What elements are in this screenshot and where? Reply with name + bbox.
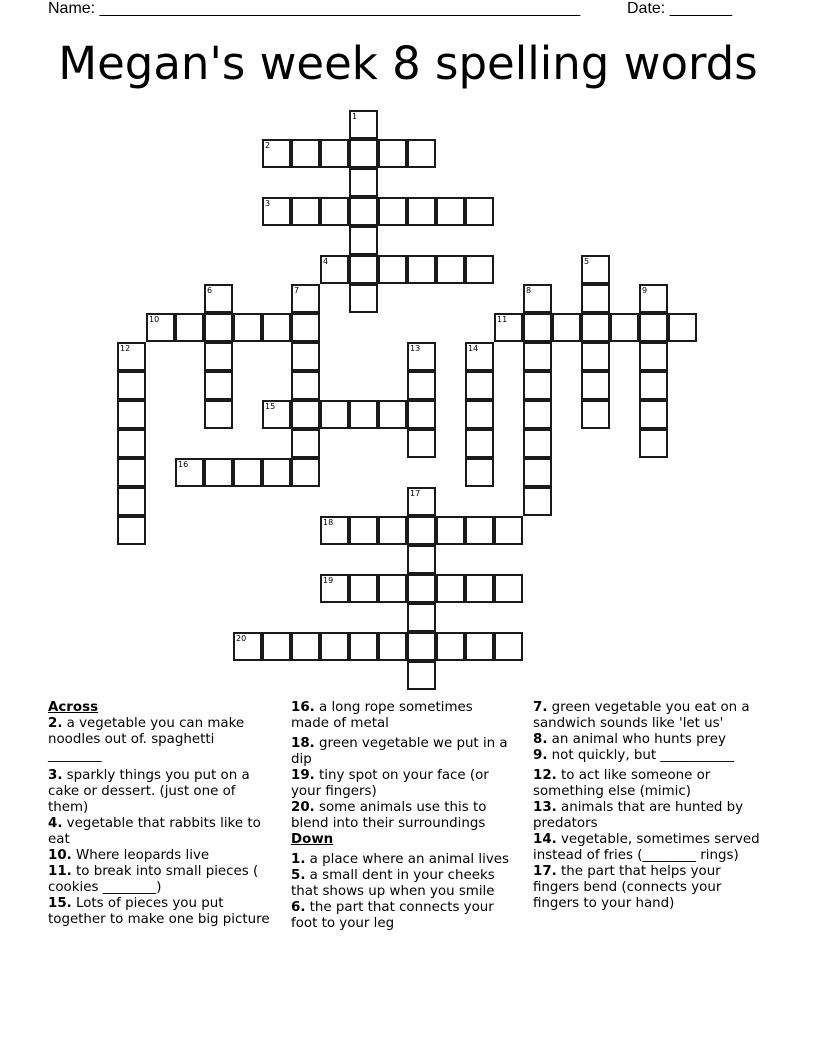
- clues-column-2: [291, 700, 513, 932]
- grid-cell[interactable]: [378, 400, 407, 429]
- grid-cell[interactable]: [320, 574, 349, 603]
- grid-cell[interactable]: [378, 139, 407, 168]
- clue-across-4: 4. vegetable that rabbits like to eat: [48, 816, 261, 847]
- grid-cell[interactable]: [291, 197, 320, 226]
- grid-cell[interactable]: [523, 487, 552, 516]
- grid-cell[interactable]: [233, 458, 262, 487]
- clue-down-9: 9. not quickly, but ___________: [533, 748, 734, 763]
- grid-cell[interactable]: [175, 458, 204, 487]
- grid-cell[interactable]: [494, 313, 523, 342]
- clue-number: 14: [468, 344, 479, 353]
- grid-cell[interactable]: [146, 313, 175, 342]
- grid-cell[interactable]: [523, 342, 552, 371]
- grid-cell[interactable]: [291, 632, 320, 661]
- clue-number: 1: [352, 112, 358, 121]
- clue-number: 7: [294, 286, 300, 295]
- grid-cell[interactable]: [291, 313, 320, 342]
- clue-down-8: 8. an animal who hunts prey: [533, 732, 726, 747]
- clue-number: 4: [323, 257, 329, 266]
- grid-cell[interactable]: [349, 110, 378, 139]
- clue-number: 3: [265, 199, 271, 208]
- grid-cell[interactable]: [378, 632, 407, 661]
- grid-cell[interactable]: [523, 371, 552, 400]
- grid-cell[interactable]: [523, 284, 552, 313]
- grid-cell[interactable]: [349, 197, 378, 226]
- clue-down-17: 17. the part that helps your fingers bend (connects your fingers to your hand): [533, 864, 722, 911]
- grid-cell[interactable]: [233, 313, 262, 342]
- grid-cell[interactable]: [262, 313, 291, 342]
- grid-cell[interactable]: [233, 632, 262, 661]
- grid-cell[interactable]: [349, 400, 378, 429]
- grid-cell[interactable]: [639, 429, 668, 458]
- grid-cell[interactable]: [407, 139, 436, 168]
- name-field[interactable]: Name: ______________________________________________________: [48, 0, 581, 17]
- clue-down-1: 1. a place where an animal lives: [291, 852, 509, 867]
- grid-cell[interactable]: [262, 139, 291, 168]
- grid-cell[interactable]: [378, 197, 407, 226]
- grid-cell[interactable]: [262, 400, 291, 429]
- clue-across-10: 10. Where leopards live: [48, 848, 210, 863]
- grid-cell[interactable]: [349, 226, 378, 255]
- grid-cell[interactable]: [378, 255, 407, 284]
- grid-cell[interactable]: [204, 284, 233, 313]
- grid-cell[interactable]: [436, 516, 465, 545]
- grid-cell[interactable]: [349, 516, 378, 545]
- clue-number: 15: [265, 402, 276, 411]
- grid-cell[interactable]: [320, 139, 349, 168]
- clue-number: 5: [584, 257, 590, 266]
- clue-down-6: 6. the part that connects your foot to your leg: [291, 900, 494, 931]
- grid-cell[interactable]: [407, 487, 436, 516]
- grid-cell[interactable]: [262, 458, 291, 487]
- grid-cell[interactable]: [320, 255, 349, 284]
- grid-cell[interactable]: [581, 400, 610, 429]
- clue-across-3: 3. sparkly things you put on a cake or dessert. (just one of them): [48, 768, 250, 815]
- grid-cell[interactable]: [465, 574, 494, 603]
- grid-cell[interactable]: [320, 197, 349, 226]
- grid-cell[interactable]: [291, 429, 320, 458]
- grid-cell[interactable]: [581, 284, 610, 313]
- grid-cell[interactable]: [407, 342, 436, 371]
- page-title: Megan's week 8 spelling words: [58, 37, 758, 90]
- grid-cell[interactable]: [523, 313, 552, 342]
- grid-cell[interactable]: [378, 516, 407, 545]
- down-heading: Down: [291, 832, 334, 847]
- clue-number: 18: [323, 518, 334, 527]
- clue-across-15: 15. Lots of pieces you put together to make one big picture: [48, 896, 270, 927]
- grid-cell[interactable]: [639, 313, 668, 342]
- grid-cell[interactable]: [465, 197, 494, 226]
- clue-across-19: 19. tiny spot on your face (or your fingers): [291, 768, 489, 799]
- grid-cell[interactable]: [117, 400, 146, 429]
- clue-number: 13: [410, 344, 421, 353]
- clues-column-3: [533, 700, 767, 912]
- clue-number: 19: [323, 576, 334, 585]
- grid-cell[interactable]: [291, 342, 320, 371]
- grid-cell[interactable]: [407, 632, 436, 661]
- grid-cell[interactable]: [262, 197, 291, 226]
- grid-cell[interactable]: [436, 197, 465, 226]
- grid-cell[interactable]: [465, 429, 494, 458]
- grid-cell[interactable]: [639, 284, 668, 313]
- clue-across-20: 20. some animals use this to blend into their surroundings: [291, 800, 487, 831]
- grid-cell[interactable]: [523, 429, 552, 458]
- clue-down-12: 12. to act like someone or something else (mimic): [533, 768, 711, 799]
- grid-cell[interactable]: [407, 603, 436, 632]
- grid-cell[interactable]: [204, 313, 233, 342]
- grid-cell[interactable]: [436, 574, 465, 603]
- grid-cell[interactable]: [407, 516, 436, 545]
- clue-across-18: 18. green vegetable we put in a dip: [291, 736, 508, 767]
- grid-cell[interactable]: [465, 632, 494, 661]
- grid-cell[interactable]: [494, 516, 523, 545]
- clue-number: 8: [526, 286, 532, 295]
- grid-cell[interactable]: [378, 574, 407, 603]
- grid-cell[interactable]: [291, 400, 320, 429]
- grid-cell[interactable]: [581, 313, 610, 342]
- clue-number: 9: [642, 286, 648, 295]
- grid-cell[interactable]: [407, 661, 436, 690]
- grid-cell[interactable]: [465, 458, 494, 487]
- grid-cell[interactable]: [465, 400, 494, 429]
- clue-across-16: 16. a long rope sometimes made of metal: [291, 700, 473, 731]
- clue-number: 11: [497, 315, 508, 324]
- grid-cell[interactable]: [639, 400, 668, 429]
- grid-cell[interactable]: [552, 313, 581, 342]
- grid-cell[interactable]: [117, 487, 146, 516]
- grid-cell[interactable]: [262, 632, 291, 661]
- grid-cell[interactable]: [407, 371, 436, 400]
- clue-number: 20: [236, 634, 247, 643]
- grid-cell[interactable]: [204, 371, 233, 400]
- grid-cell[interactable]: [349, 284, 378, 313]
- grid-cell[interactable]: [581, 371, 610, 400]
- grid-cell[interactable]: [349, 574, 378, 603]
- grid-cell[interactable]: [668, 313, 697, 342]
- grid-cell[interactable]: [581, 342, 610, 371]
- grid-cell[interactable]: [436, 632, 465, 661]
- clue-across-11: 11. to break into small pieces ( cookies ________): [48, 864, 259, 895]
- date-field[interactable]: Date: _______: [627, 0, 732, 17]
- clues-column-1: [48, 700, 270, 928]
- clue-number: 6: [207, 286, 213, 295]
- clue-number: 16: [178, 460, 189, 469]
- grid-cell[interactable]: [204, 458, 233, 487]
- grid-cell[interactable]: [465, 371, 494, 400]
- grid-cell[interactable]: [523, 400, 552, 429]
- grid-cell[interactable]: [117, 429, 146, 458]
- grid-cell[interactable]: [117, 342, 146, 371]
- grid-cell[interactable]: [523, 458, 552, 487]
- grid-cell[interactable]: [204, 400, 233, 429]
- grid-cell[interactable]: [465, 516, 494, 545]
- grid-cell[interactable]: [639, 342, 668, 371]
- grid-cell[interactable]: [407, 400, 436, 429]
- grid-cell[interactable]: [407, 429, 436, 458]
- grid-cell[interactable]: [581, 255, 610, 284]
- clue-number: 2: [265, 141, 271, 150]
- clue-number: 10: [149, 315, 160, 324]
- grid-cell[interactable]: [291, 371, 320, 400]
- grid-cell[interactable]: [349, 255, 378, 284]
- grid-cell[interactable]: [117, 371, 146, 400]
- grid-cell[interactable]: [407, 545, 436, 574]
- grid-cell[interactable]: [117, 516, 146, 545]
- grid-cell[interactable]: [465, 255, 494, 284]
- grid-cell[interactable]: [639, 371, 668, 400]
- grid-cell[interactable]: [610, 313, 639, 342]
- grid-cell[interactable]: [117, 458, 146, 487]
- across-heading: Across: [48, 700, 99, 715]
- grid-cell[interactable]: [291, 458, 320, 487]
- grid-cell[interactable]: [407, 197, 436, 226]
- grid-cell[interactable]: [494, 632, 523, 661]
- grid-cell[interactable]: [320, 632, 349, 661]
- grid-cell[interactable]: [349, 168, 378, 197]
- grid-cell[interactable]: [494, 574, 523, 603]
- grid-cell[interactable]: [465, 342, 494, 371]
- grid-cell[interactable]: [291, 139, 320, 168]
- grid-cell[interactable]: [407, 574, 436, 603]
- clue-down-14: 14. vegetable, sometimes served instead of fries (________ rings): [533, 832, 760, 863]
- clue-down-5: 5. a small dent in your cheeks that shows up when you smile: [291, 868, 495, 899]
- clue-down-7: 7. green vegetable you eat on a sandwich sounds like 'let us': [533, 700, 750, 731]
- grid-cell[interactable]: [407, 255, 436, 284]
- grid-cell[interactable]: [291, 284, 320, 313]
- grid-cell[interactable]: [349, 632, 378, 661]
- grid-cell[interactable]: [204, 342, 233, 371]
- grid-cell[interactable]: [320, 400, 349, 429]
- clue-number: 12: [120, 344, 131, 353]
- grid-cell[interactable]: [436, 255, 465, 284]
- grid-cell[interactable]: [349, 139, 378, 168]
- clue-down-13: 13. animals that are hunted by predators: [533, 800, 744, 831]
- grid-cell[interactable]: [320, 516, 349, 545]
- clue-across-2: 2. a vegetable you can make noodles out of. spaghetti ________: [48, 716, 245, 763]
- clue-number: 17: [410, 489, 421, 498]
- grid-cell[interactable]: [175, 313, 204, 342]
